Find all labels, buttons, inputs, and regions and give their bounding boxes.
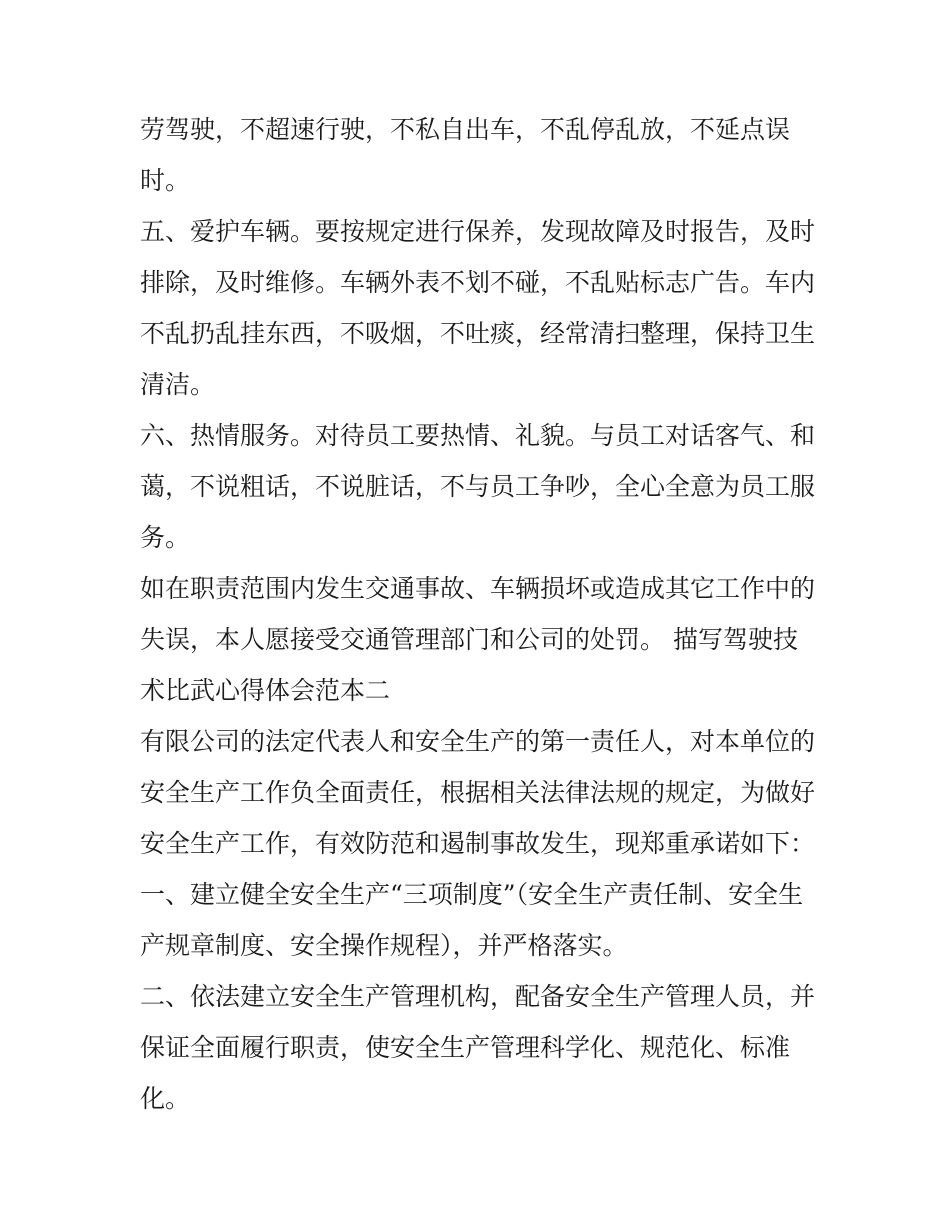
text-line: 安全生产工作负全面责任，根据相关法律法规的规定，为做好 [140, 778, 816, 807]
text-line: 不乱扔乱挂东西，不吸烟，不吐痰，经常清扫整理，保持卫生 [140, 319, 816, 348]
text-line: 如在职责范围内发生交通事故、车辆损坏或造成其它工作中的 [140, 574, 816, 603]
text-line: 化。 [140, 1084, 191, 1113]
text-line: 排除，及时维修。车辆外表不划不碰，不乱贴标志广告。车内 [140, 268, 816, 297]
text-line: 清洁。 [140, 370, 216, 399]
text-line: 六、热情服务。对待员工要热情、礼貌。与员工对话客气、和 [140, 421, 816, 450]
text-line: 五、爱护车辆。要按规定进行保养，发现故障及时报告，及时 [140, 217, 816, 246]
text-line: 时。 [140, 166, 191, 195]
text-line: 务。 [140, 523, 191, 552]
text-line: 有限公司的法定代表人和安全生产的第一责任人，对本单位的 [140, 727, 816, 756]
text-line: 术比武心得体会范本二 [140, 676, 391, 705]
document-body [140, 104, 820, 1124]
text-line: 保证全面履行职责，使安全生产管理科学化、规范化、标准 [140, 1033, 791, 1062]
text-line: 劳驾驶，不超速行驶，不私自出车，不乱停乱放，不延点误 [140, 115, 791, 144]
text-line: 产规章制度、安全操作规程），并严格落实。 [140, 931, 628, 960]
text-line: 失误，本人愿接受交通管理部门和公司的处罚。 描写驾驶技 [140, 625, 798, 654]
text-line: 一、建立健全安全生产“三项制度”（安全生产责任制、安全生 [140, 880, 804, 909]
text-line: 二、依法建立安全生产管理机构，配备安全生产管理人员，并 [140, 982, 816, 1011]
text-line: 蔼，不说粗话，不说脏话，不与员工争吵，全心全意为员工服 [140, 472, 816, 501]
text-line: 安全生产工作，有效防范和遏制事故发生，现郑重承诺如下： [140, 829, 816, 858]
